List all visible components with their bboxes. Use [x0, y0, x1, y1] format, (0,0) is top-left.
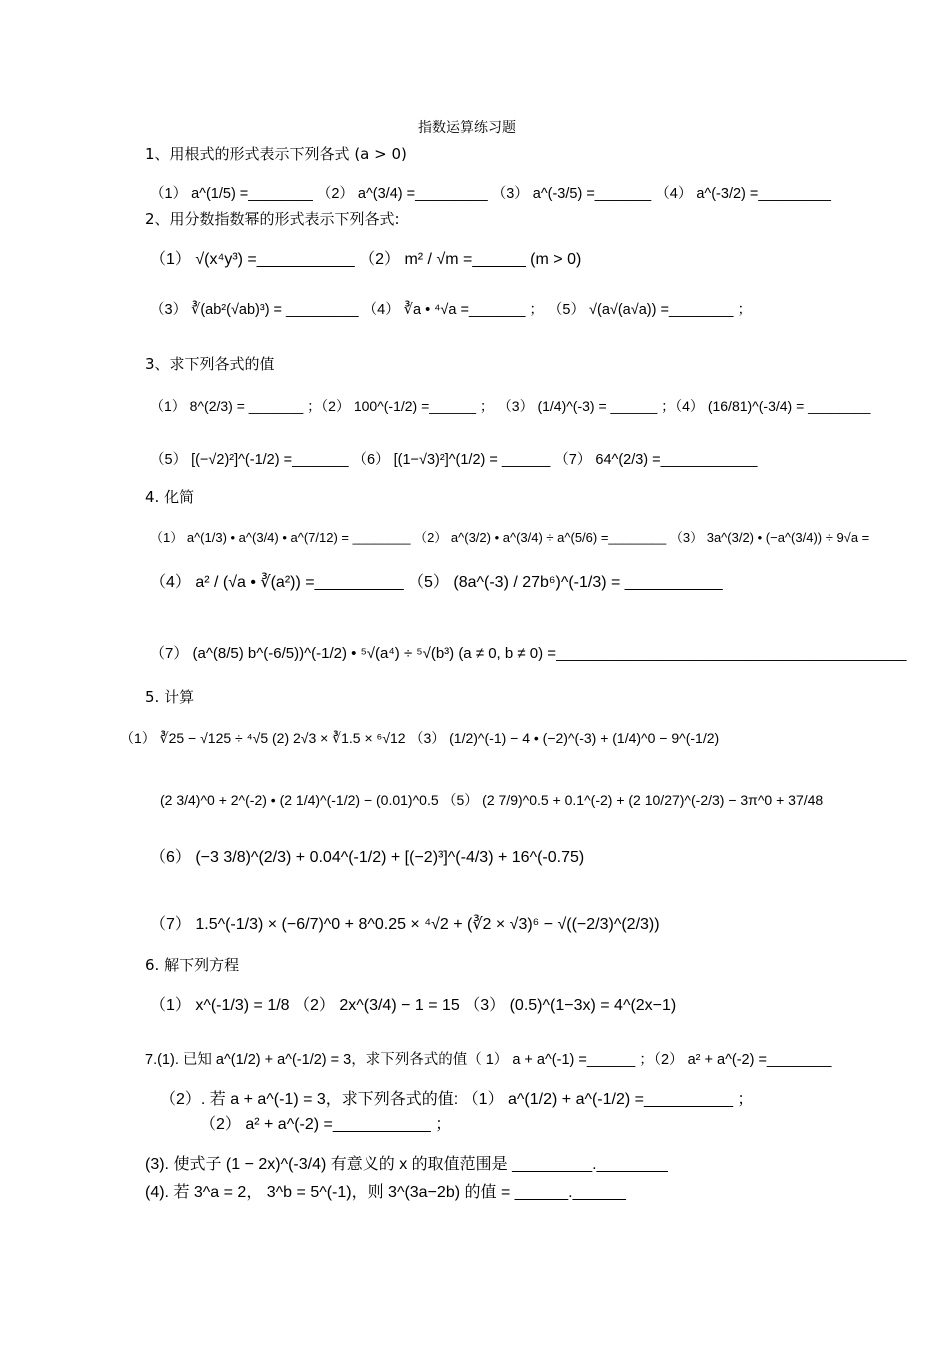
section-7-line-3: （2） a² + a^(-2) =___________ ；: [200, 1116, 452, 1133]
section-6-line-1: （1） x^(-1/3) = 1/8 （2） 2x^(3/4) − 1 = 15 （3） (0.5)^(1−3x) = 4^(2x−1): [150, 997, 677, 1014]
section-5-line-1: （1） ∛25 − √125 ÷ ⁴√5 (2) 2√3 × ∛1.5 × ⁶√12 （3） (1/2)^(-1) − 4 • (−2)^(-3) + (1/4)^0 − 9^(-1/2): [120, 730, 720, 746]
section-7-line-2: （2）. 若 a + a^(-1) = 3，求下列各式的值: （1） a^(1/2) + a^(-1/2) =__________ ；: [160, 1091, 754, 1108]
worksheet-title: 指数运算练习题: [418, 120, 516, 136]
section-5-line-2: (2 3/4)^0 + 2^(-2) • (2 1/4)^(-1/2) − (0.01)^0.5 （5） (2 7/9)^0.5 + 0.1^(-2) + (2 10/27)^(-2/3) − 3π^0 + 37/48: [160, 792, 824, 808]
section-7-line-5: (4). 若 3^a = 2， 3^b = 5^(-1)，则 3^(3a−2b) 的值 = ______.______: [145, 1184, 626, 1201]
section-1-heading: 1、用根式的形式表示下列各式 (a > 0): [145, 145, 407, 163]
section-5-heading: 5. 计算: [145, 688, 195, 706]
section-5-line-3: （6） (−3 3/8)^(2/3) + 0.04^(-1/2) + [(−2)³]^(-4/3) + 16^(-0.75): [150, 849, 585, 866]
section-4-line-1: （1） a^(1/3) • a^(3/4) • a^(7/12) = ________ （2） a^(3/2) • a^(3/4) ÷ a^(5/6) =________ （3） 3a^(3/2) • (−a^(3/4)) ÷ 9√a =: [150, 530, 870, 545]
section-2-line-2: （3） ∛(ab²(√ab)³) = _________ （4） ∛a • ⁴√a =_______ ； （5） √(a√(a√a)) =________ ；: [150, 302, 752, 318]
section-4-line-3: （7） (a^(8/5) b^(-6/5))^(-1/2) • ⁵√(a⁴) ÷ ⁵√(b³) (a ≠ 0, b ≠ 0) =__________________________________________: [150, 645, 907, 662]
section-3-heading: 3、求下列各式的值: [145, 355, 275, 373]
section-3-line-1: （1） 8^(2/3) = _______ ；（2） 100^(-1/2) =______ ； （3） (1/4)^(-3) = ______ ；（4） (16/81)^(-3/4) = ________: [150, 398, 871, 414]
section-3-line-2: （5） [(−√2)²]^(-1/2) =_______ （6） [(1−√3)²]^(1/2) = ______ （7） 64^(2/3) =____________: [150, 452, 758, 468]
section-2-line-1: （1） √(x⁴y³) =___________ （2） m² / √m =______ (m > 0): [150, 251, 582, 268]
section-4-line-2: （4） a² / (√a • ∛(a²)) =__________ （5） (8a^(-3) / 27b⁶)^(-1/3) = ___________: [150, 574, 723, 591]
section-6-heading: 6. 解下列方程: [145, 956, 240, 974]
section-1-line-1: （1） a^(1/5) =________ （2） a^(3/4) =_________ （3） a^(-3/5) =_______ （4） a^(-3/2) =_________: [150, 186, 831, 202]
section-2-heading: 2、用分数指数幂的形式表示下列各式:: [145, 210, 400, 228]
section-7-line-1: 7.(1). 已知 a^(1/2) + a^(-1/2) = 3，求下列各式的值（ 1） a + a^(-1) =______ ；（2） a² + a^(-2) =________: [145, 1052, 832, 1068]
section-5-line-4: （7） 1.5^(-1/3) × (−6/7)^0 + 8^0.25 × ⁴√2 + (∛2 × √3)⁶ − √((−2/3)^(2/3)): [150, 916, 660, 933]
section-7-line-4: (3). 使式子 (1 − 2x)^(-3/4) 有意义的 x 的取值范围是 _________.________: [145, 1156, 668, 1173]
section-4-heading: 4. 化简: [145, 488, 195, 506]
